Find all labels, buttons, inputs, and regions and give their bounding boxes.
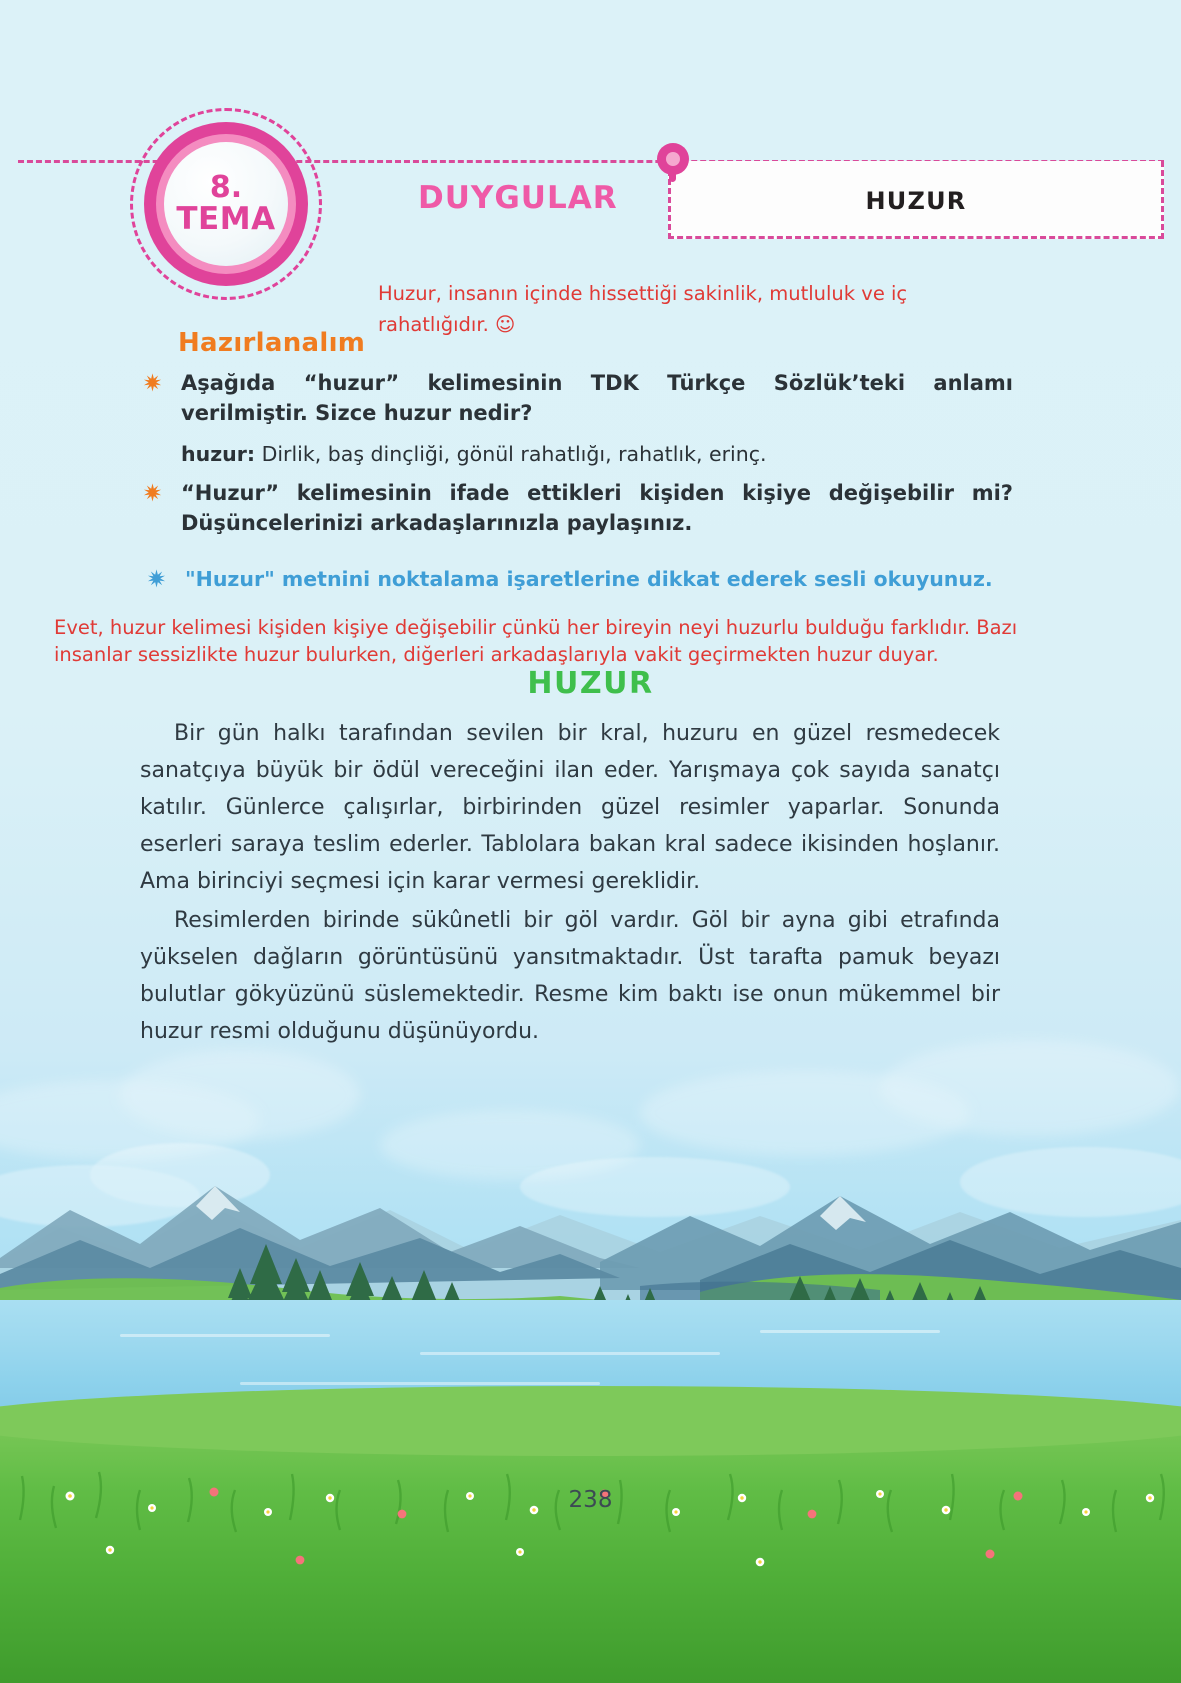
- story-body: [140, 715, 1000, 1052]
- star-bullet-icon: [143, 483, 162, 502]
- dictionary-term: huzur:: [181, 442, 256, 466]
- star-bullet-icon: [143, 373, 162, 392]
- star-bullet-icon: [147, 569, 166, 588]
- dictionary-meaning: Dirlik, baş dinçliği, gönül rahatlığı, rahatlık, erinç.: [261, 442, 767, 466]
- theme-number: 8.: [209, 169, 243, 205]
- theme-label: TEMA: [176, 200, 276, 237]
- list-item: [143, 478, 1013, 538]
- story-paragraph: Resimlerden birinde sükûnetli bir göl vardır. Göl bir ayna gibi etrafında yükselen dağların görüntüsünü yansıtmaktadır. Üst tarafta pamuk beyazı bulutlar gökyüzünü süslemektedir. Resme kim baktı ise onun mükemmel bir huzur resmi olduğunu düşünüyordu.: [140, 908, 1000, 1044]
- page-number: 238: [568, 1487, 613, 1513]
- unit-title: DUYGULAR: [418, 180, 618, 216]
- list-item-text: Aşağıda “huzur” kelimesinin TDK Türkçe Sözlük’teki anlamı verilmiştir. Sizce huzur nedir?: [181, 371, 1013, 425]
- list-item: [143, 564, 1013, 594]
- list-item: [143, 368, 1013, 428]
- theme-badge-center: [164, 142, 288, 266]
- story-paragraph: Bir gün halkı tarafından sevilen bir kral, huzuru en güzel resmedecek sanatçıya büyük bir ödül vereceğini ilan eder. Yarışmaya çok sayıda sanatçı katılır. Günlerce çalışırlar, birbirinden güzel resimler yaparlar. Sonunda eserleri saraya teslim ederler. Tablolara bakan kral sadece ikisinden hoşlanır. Ama birinciyi seçmesi için karar vermesi gereklidir.: [140, 721, 1000, 894]
- story-title: HUZUR: [527, 666, 654, 701]
- handwritten-definition-answer: Huzur, insanın içinde hissettiği sakinlik, mutluluk ve iç rahatlığıdır. ☺: [378, 282, 908, 336]
- list-item-text: "Huzur" metnini noktalama işaretlerine dikkat ederek sesli okuyunuz.: [185, 567, 993, 591]
- handwritten-discussion-answer: Evet, huzur kelimesi kişiden kişiye değişebilir çünkü her bireyin neyi huzurlu bulduğu farklıdır. Bazı insanlar sessizlikte huzur bulurken, diğerleri arkadaşlarıyla vakit geçirmekten huzur duyar.: [54, 616, 1018, 666]
- text-title: HUZUR: [865, 187, 967, 215]
- list-item-text: “Huzur” kelimesinin ifade ettikleri kişiden kişiye değişebilir mi? Düşüncelerinizi arkadaşlarınızla paylaşınız.: [181, 481, 1013, 535]
- theme-badge: [130, 108, 322, 300]
- grass-blades-and-flowers: [0, 1400, 1181, 1683]
- prepare-bullet-list: [143, 368, 1013, 606]
- pin-marker-icon: [657, 143, 689, 175]
- text-title-box: [668, 161, 1164, 239]
- prepare-heading: Hazırlanalım: [178, 328, 366, 358]
- dictionary-definition: [181, 440, 1013, 468]
